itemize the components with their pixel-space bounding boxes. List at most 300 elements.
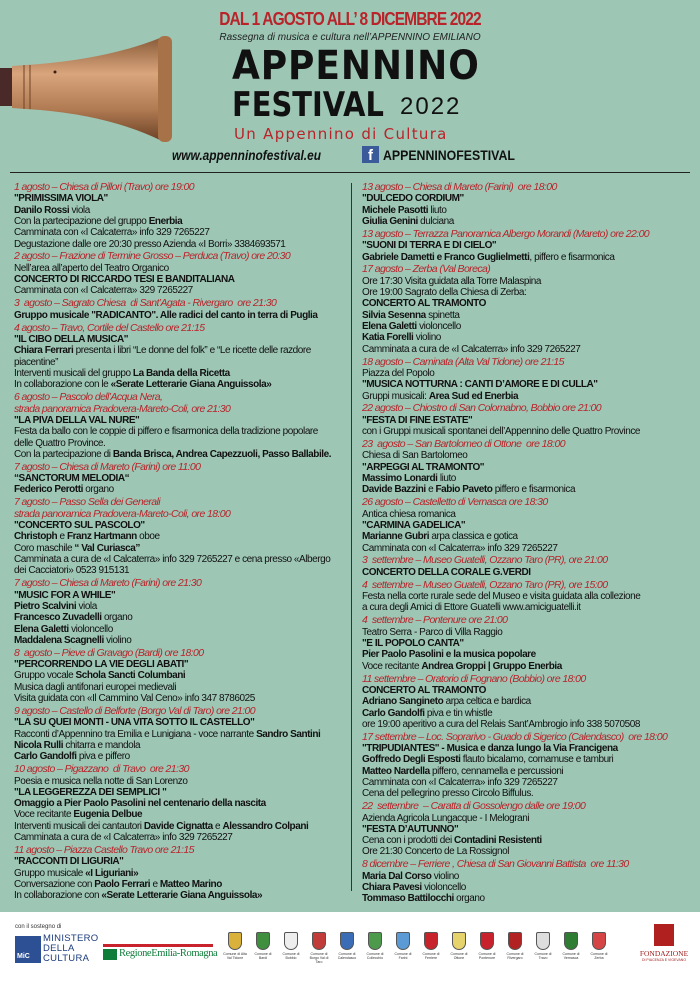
municipality-label: Comune di Vernasca [562,952,580,960]
event-detail-line [14,809,348,820]
crest-shield-icon [452,932,466,950]
detail-bold-text: Carlo Gandolfi [14,751,77,763]
detail-bold-text: Maria Dal Corso [362,870,432,882]
municipality-crest [446,928,472,964]
detail-text: flauto bicalamo, cornamuse e tamburi [460,754,614,766]
detail-text: arpa classica e gotica [429,531,518,543]
detail-text: Camminata a cura de «I Calcaterra» info 329 7265227 e cena presso «Albergo [14,554,331,566]
event-detail-line [14,740,348,751]
horn-instrument-image [0,36,180,146]
detail-text: delle Quattro Province. [14,437,106,449]
detail-bold-text: "PERCORRENDO LA VIE DEGLI ABATI" [14,659,189,671]
event-heading: 11 settembre – Oratorio di Fognano (Bobbio) ore 18:00 [362,672,586,685]
detail-bold-text: Fabio Paveto [435,484,493,496]
detail-text: Ore 21:30 Concerto de La Rossignol [362,846,510,858]
festival-subtitle: Rassegna di musica e cultura nell’APPENNINO EMILIANO [219,32,481,43]
event-detail-line [14,554,348,565]
detail-bold-text: Giulia Genini [362,216,418,227]
event-detail-line [362,450,692,461]
crest-shield-icon [340,932,354,950]
municipality-crest [306,928,332,964]
event-detail-line [362,719,692,730]
event-detail-line [14,239,348,250]
municipality-label: Comune di Ottone [450,952,468,960]
event-detail-line [14,473,348,484]
detail-text: e [57,531,67,543]
event-detail-line [362,391,692,402]
detail-bold-text: Elena Galetti [14,623,69,635]
detail-text: organo [453,893,485,905]
event-heading: 7 agosto – Passo Sella dei Generali strada panoramica Pradovera-Mareto-Coli, ore 18:00 [14,496,231,520]
event-detail-line [14,787,348,798]
event-detail-line [14,310,348,321]
detail-text: violino [103,634,132,646]
event-detail-line [362,520,692,531]
event-detail-line [14,415,348,426]
event-detail-line [362,661,692,672]
event-detail-line [362,567,692,578]
municipality-crest [474,928,500,964]
event-detail-line [362,649,692,660]
detail-bold-text: Enerbia [148,216,183,227]
detail-bold-text: "LA LEGGEREZZA DEI SEMPLICI " [14,786,167,798]
event-detail-line [14,612,348,623]
municipality-label: Comune di Zerba [590,952,608,960]
detail-bold-text: Christoph [14,531,58,543]
detail-text: a cura degli Amici di Ettore Guatelli www.amiciguatelli.it [362,602,581,614]
event-detail-line [14,717,348,728]
detail-text: Cena con i prodotti dei [362,835,455,847]
detail-bold-text: Marianne Gubri [362,531,430,543]
festival-title-line1: APPENNINO [232,43,480,89]
detail-bold-text: CONCERTO DI RICCARDO TESI E BANDITALIANA [14,274,235,286]
event-detail-line [14,693,348,704]
detail-text: Azienda Agricola Lungacque - I Melograni [362,812,530,824]
website-link[interactable]: www.appenninofestival.eu [172,147,322,163]
event-heading: 2 agosto – Frazione di Termine Grosso – Perduca (Travo) ore 20:30 [14,250,291,263]
facebook-page-link[interactable]: APPENNINOFESTIVAL [383,147,515,163]
event-item [14,497,348,576]
municipality-crest [586,928,612,964]
event-detail-line [14,624,348,635]
crest-shield-icon [368,932,382,950]
detail-text: Camminata con «I Calcaterra» info 329 7265227 [362,542,558,554]
detail-text: e [425,484,436,496]
event-detail-line [14,205,348,216]
municipality-crest [558,928,584,964]
detail-text: Racconti d’Appennino tra Emilia e Lunigiana - voce narrante [14,728,257,740]
municipality-label: Comune di Calendasco [337,952,357,960]
event-detail-line [14,659,348,670]
detail-text: piffero, cennamella e percussioni [429,765,564,777]
detail-bold-text: Schola Sancti Columbani [75,670,186,682]
event-heading: 22 agosto – Chiostro di San Colomabno, Bobbio ore 21:00 [362,402,602,415]
event-detail-line [362,216,692,227]
event-detail-line [362,426,692,437]
municipality-crest [278,928,304,964]
detail-bold-text: Pietro Scalvini [14,600,77,612]
detail-text: Nell’area all’aperto del Teatro Organico [14,262,169,274]
event-item [14,392,348,460]
detail-bold-text: "FESTA DI FINE ESTATE" [362,414,473,426]
detail-bold-text: "LÀ SU QUEI MONTI - UNA VITA SOTTO IL CASTELLO" [14,717,255,729]
detail-bold-text: "FESTA D’AUTUNNO" [362,823,459,835]
crest-shield-icon [312,932,326,950]
event-heading: 26 agosto – Castelletto di Vernasca ore 18:30 [362,496,548,509]
detail-bold-text: Katia Forelli [362,332,414,344]
detail-bold-text: Massimo Lonardi [362,473,438,485]
detail-bold-text: Silvia Sesenna [362,309,426,321]
crest-shield-icon [396,932,410,950]
event-detail-line [14,635,348,646]
detail-bold-text: Adriano Sangineto [362,696,444,708]
detail-text: Voce recitante [14,809,74,821]
detail-text: con i Gruppi musicali spontanei dell’Appennino delle Quattro Province [362,426,641,438]
event-item [14,251,348,296]
crest-shield-icon [480,932,494,950]
detail-text: Teatro Serra - Parco di Villa Raggio [362,626,503,638]
detail-text: e [212,820,223,832]
event-detail-line [362,473,692,484]
event-detail-line [14,274,348,285]
event-detail-line [362,379,692,390]
crest-shield-icon [284,932,298,950]
detail-text: Cena del pellegrino presso Circolo Biffulus. [362,788,534,800]
detail-text: piva e piffero [76,751,130,763]
detail-text: piffero e fisarmonica [492,484,576,496]
event-detail-line [14,426,348,437]
detail-text: viola [69,204,90,216]
event-heading: 7 agosto – Chiesa di Mareto (Farini) ore 11:00 [14,460,201,473]
municipality-crest [530,928,556,964]
event-heading: 13 agosto – Chiesa di Mareto (Farini) ore 18:00 [362,182,557,193]
municipality-label: Comune di Farini [394,952,412,960]
event-detail-line [362,602,692,613]
event-heading: 8 agosto – Pieve di Gravago (Bardi) ore 18:00 [14,646,204,659]
event-detail-line [14,357,348,368]
detail-text: piva e tin whistle [424,707,493,719]
festival-dates: DAL 1 AGOSTO ALL’ 8 DICEMBRE 2022 [219,9,481,29]
event-heading: 6 agosto – Pascolo dell’Acqua Nera, strada panoramica Pradovera-Mareto-Coli, ore 21:30 [14,391,231,415]
detail-bold-text: "CONCERTO SUL PASCOLO" [14,520,145,532]
detail-text: oboe [136,531,160,543]
detail-bold-text: "CARMINA GADELICA" [362,519,466,531]
detail-bold-text: Tommaso Battilocchi [362,893,454,905]
detail-text: liuto [428,204,447,216]
event-item [362,264,692,354]
event-detail-line [362,708,692,719]
municipality-crest [222,928,248,964]
detail-bold-text: "RACCONTI DI LIGURIA" [14,856,124,868]
event-detail-line [362,743,692,754]
event-detail-line [362,777,692,788]
detail-text: Camminata a cura de «I Calcaterra» info 329 7265227 [362,343,581,355]
facebook-icon: f [362,146,379,163]
event-detail-line [362,415,692,426]
event-detail-line [14,368,348,379]
event-detail-line [14,345,348,356]
detail-text: Festa da ballo con le coppie di piffero e fisarmonica della tradizione popolare [14,426,318,438]
event-detail-line [14,856,348,867]
detail-bold-text: CONCERTO AL TRAMONTO [362,684,486,696]
event-item [362,580,692,614]
event-detail-line [362,484,692,495]
detail-text: Interventi musicali dei cantautori [14,820,144,832]
municipality-label: Comune di Bobbio [282,952,300,960]
detail-bold-text: “ Val Curiasca” [74,542,140,554]
event-detail-line [14,751,348,762]
event-detail-line [14,798,348,809]
detail-text: Festa nella corte rurale sede del Museo e visita guidata alla collezione [362,591,641,603]
event-detail-line [14,729,348,740]
event-heading: 11 agosto – Piazza Castello Travo ore 21:15 [14,843,194,856]
detail-bold-text: Davide Bazzini [362,484,426,496]
event-item [362,615,692,672]
detail-bold-text: Paolo Ferrari [94,878,151,890]
event-detail-line [14,682,348,693]
event-detail-line [362,638,692,649]
crest-shield-icon [564,932,578,950]
detail-bold-text: Eugenia Delbue [73,809,143,821]
detail-bold-text: Pier Paolo Pasolini e la musica popolare [362,649,536,661]
municipality-label: Comune di Collecchio [366,952,384,960]
festival-title-line2: FESTIVAL [232,85,384,125]
event-detail-line [362,368,692,379]
municipality-crests [222,928,612,964]
detail-text: presenta i libri “Le donne del folk” e “Le ricette delle razdore [73,345,311,357]
event-detail-line [14,193,348,204]
detail-text: Antica chiesa romanica [362,508,456,520]
detail-text: dei Cacciatori» 0523 915131 [14,565,130,577]
detail-bold-text: Sandro Santini [256,728,321,740]
detail-text: spinetta [425,309,460,321]
detail-bold-text: "LA PIVA DELLA VAL NURE" [14,414,140,426]
event-detail-line [362,543,692,554]
event-item [14,182,348,250]
detail-text: Ore 17:30 Visita guidata alla Torre Malaspina [362,275,541,287]
event-detail-line [14,601,348,612]
detail-bold-text: "PRIMISSIMA VIOLA" [14,193,108,205]
event-detail-line [362,205,692,216]
events-column-right [362,182,692,906]
crest-shield-icon [424,932,438,950]
detail-text: Camminata a cura de «I Calcaterra» info 329 7265227 [14,831,233,843]
event-detail-line [362,696,692,707]
event-detail-line [14,890,348,901]
event-detail-line [362,824,692,835]
crest-shield-icon [536,932,550,950]
municipality-crest [418,928,444,964]
detail-text: Musica dagli antifonari europei medievali [14,681,177,693]
event-item [362,357,692,402]
event-item [362,801,692,858]
detail-bold-text: “SANCTORUM MELODIA“ [14,473,130,485]
event-detail-line [14,285,348,296]
detail-text: Gruppo musicale [14,867,86,879]
event-detail-line [14,776,348,787]
municipality-crest [362,928,388,964]
event-detail-line [362,531,692,542]
event-item [14,323,348,391]
event-detail-line [362,321,692,332]
event-item [362,229,692,263]
detail-text: Visita guidata con «Il Cammino Val Ceno» info 347 8786025 [14,693,255,705]
region-emblem-icon [103,949,117,960]
detail-bold-text: Matteo Marino [159,878,222,890]
event-heading: 9 agosto – Castello di Belforte (Borgo Val di Taro) ore 21:00 [14,704,256,717]
municipality-crest [390,928,416,964]
detail-bold-text: Omaggio a Pier Paolo Pasolini nel centenario della nascita [14,798,266,810]
detail-text: Camminata con «I Calcaterra» info 329 7265227 [14,227,210,239]
detail-text: Gruppo vocale [14,670,76,682]
detail-text: Gruppi musicali: [362,390,429,402]
detail-text: viola [76,600,97,612]
detail-bold-text: «Serate Letterarie Giana Anguissola» [101,890,263,902]
detail-text: arpa celtica e bardica [443,696,531,708]
event-detail-line [362,252,692,263]
event-heading: 17 agosto – Zerba (Val Boreca) [362,263,491,276]
event-detail-line [362,813,692,824]
detail-bold-text: Michele Pasotti [362,204,429,216]
event-heading: 18 agosto – Caminata (Alta Val Tidone) ore 21:15 [362,355,564,368]
detail-text: organo [82,484,114,496]
event-heading: 1 agosto – Chiesa di Pillori (Travo) ore 19:00 [14,182,194,193]
event-item [362,182,692,227]
ministry-name-line: MINISTERO [43,933,99,944]
event-detail-line [14,565,348,576]
detail-bold-text: "E IL POPOLO CANTA" [362,638,464,650]
ministry-name [43,934,98,964]
column-divider [351,183,352,891]
support-label: con il sostegno di [15,924,62,930]
event-detail-line [14,543,348,554]
event-item [14,845,348,902]
event-heading: 22 settembre – Caratta di Gossolengo dalle ore 19:00 [362,800,586,813]
detail-text: Con la partecipazione di [14,448,113,460]
detail-bold-text: Danilo Rossi [14,204,70,216]
event-detail-line [14,879,348,890]
detail-text: violino [431,870,459,882]
event-detail-line [362,835,692,846]
municipality-label: Comune di Travo [534,952,552,960]
detail-bold-text: CONCERTO DELLA CORALE G.VERDI [362,566,531,578]
detail-text: organo [101,612,133,624]
municipality-label: Comune di Ferriere [422,952,440,960]
detail-text: piacentine” [14,356,58,368]
event-heading: 3 settembre – Museo Guatelli, Ozzano Taro (PR), ore 21:00 [362,554,608,567]
detail-bold-text: Francesco Zuvadelli [14,612,102,624]
event-detail-line [14,379,348,390]
detail-text: In collaborazione con [14,890,102,902]
detail-text: Con la partecipazione del gruppo [14,216,149,227]
detail-bold-text: Gabriele Dametti e Franco Guglielmetti [362,251,530,263]
detail-text: Coro maschile [14,542,75,554]
event-detail-line [14,449,348,460]
festival-tagline: Un Appennino di Cultura [234,125,448,143]
event-item [362,497,692,554]
detail-text: Camminata con «I Calcaterra» 329 7265227 [14,285,193,297]
detail-bold-text: Maddalena Scagnelli [14,634,104,646]
municipality-label: Comune di Bardi [254,952,272,960]
detail-bold-text: "DULCEDO CORDIUM" [362,193,464,205]
detail-bold-text: "SUONI DI TERRA E DI CIELO" [362,240,497,252]
event-detail-line [362,846,692,857]
event-detail-line [14,334,348,345]
event-heading: 7 agosto – Chiesa di Mareto (Farini) ore 21:30 [14,577,202,590]
event-item [362,674,692,731]
event-detail-line [14,520,348,531]
header-divider [10,172,690,173]
event-heading: 4 settembre – Pontenure ore 21:00 [362,614,508,627]
event-detail-line [14,821,348,832]
detail-bold-text: CONCERTO AL TRAMONTO [362,298,486,310]
detail-bold-text: Chiara Pavesi [362,882,422,894]
detail-bold-text: Carlo Gandolfi [362,707,425,719]
detail-text: Interventi musicali del gruppo [14,367,133,379]
municipality-crest [334,928,360,964]
detail-text: Voce recitante [362,660,422,672]
crest-shield-icon [508,932,522,950]
foundation-name: FONDAZIONE [639,949,689,958]
event-detail-line [362,332,692,343]
detail-bold-text: Matteo Nardella [362,765,430,777]
detail-text: ore 19:00 aperitivo a cura del Relais Sant’Ambrogio info 338 5070508 [362,718,640,730]
foundation-subname: DI PIACENZA E VIGEVANO [641,958,687,962]
detail-text: chitarra e mandola [63,739,141,751]
detail-bold-text: Franz Hartmann [66,531,137,543]
detail-bold-text: «Serate Letterarie Giana Anguissola» [110,379,272,391]
event-detail-line [362,627,692,638]
event-heading: 4 settembre – Museo Guatelli, Ozzano Taro (PR), ore 15:00 [362,578,608,591]
event-detail-line [362,766,692,777]
festival-year: 2022 [400,93,462,120]
detail-text: e [150,878,160,890]
event-item [14,706,348,763]
event-detail-line [14,216,348,227]
municipality-label: Comune di Alta Val Tidone [223,952,247,960]
detail-bold-text: Goffredo Degli Esposti [362,754,461,766]
detail-bold-text: "ARPEGGI AL TRAMONTO" [362,461,485,473]
detail-bold-text: Banda Brisca, Andrea Capezzuoli, Passo Ballabile. [112,448,332,460]
event-item [362,439,692,496]
event-heading: 17 settembre – Loc. Soprarivo - Guado di Sigerico (Calendasco) ore 18:00 [362,730,668,743]
event-item [14,462,348,496]
detail-text: violino [413,332,441,344]
event-heading: 8 dicembre – Ferriere , Chiesa di San Giovanni Battista ore 11:30 [362,858,629,871]
region-name: RegioneEmilia-Romagna [119,948,218,959]
detail-text: , piffero e fisarmonica [529,251,615,263]
detail-text: Degustazione dalle ore 20:30 presso Azienda «I Borri» 3384693571 [14,238,286,250]
event-detail-line [14,590,348,601]
sponsors-footer [0,912,700,990]
detail-bold-text: Alessandro Colpani [222,820,309,832]
detail-bold-text: Contadini Resistenti [454,835,542,847]
detail-text: Ore 19:00 Sagrato della Chiesa di Zerba: [362,287,527,299]
event-item [14,648,348,705]
event-detail-line [362,591,692,602]
event-detail-line [362,509,692,520]
event-detail-line [362,276,692,287]
detail-text: violoncello [68,623,113,635]
event-detail-line [14,531,348,542]
event-detail-line [362,871,692,882]
crest-shield-icon [228,932,242,950]
detail-bold-text: "MUSIC FOR A WHILE" [14,589,116,601]
detail-text: Poesia e musica nella notte di San Lorenzo [14,775,188,787]
detail-bold-text: La Banda della Ricetta [132,367,230,379]
detail-bold-text: Area Sud ed Enerbia [428,390,519,402]
event-detail-line [14,868,348,879]
